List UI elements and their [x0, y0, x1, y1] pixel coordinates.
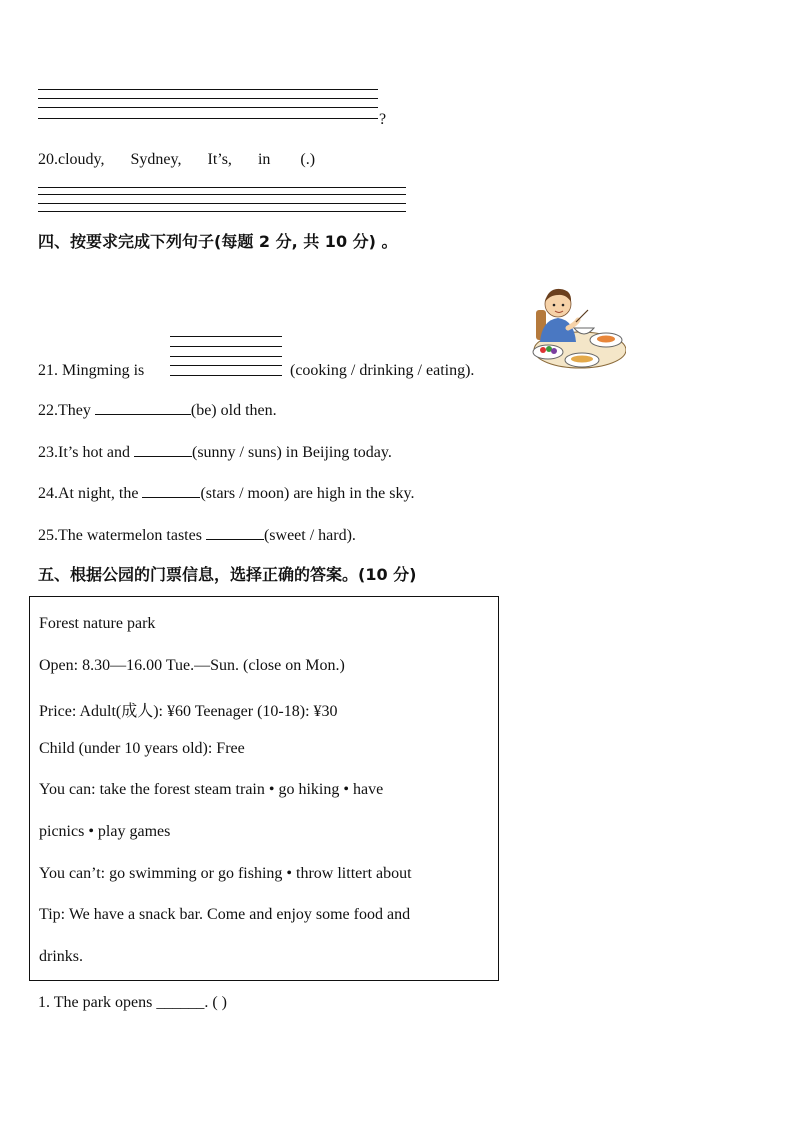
ticket-line: You can’t: go swimming or go fishing • throw littert about [39, 865, 412, 882]
question-number: 23. [38, 444, 58, 461]
question-suffix: (sunny / suns) in Beijing today. [192, 444, 392, 461]
word: in [257, 151, 271, 168]
question-number: 20. [38, 151, 58, 168]
question-number: 21. [38, 362, 58, 379]
boy-eating-illustration [518, 280, 626, 372]
ticket-line: picnics • play games [39, 823, 171, 840]
ticket-line: Price: Adult(成人): ¥60 Teenager (10-18): ¥30 [39, 703, 338, 720]
answer-line [170, 356, 282, 357]
fill-blank[interactable] [206, 526, 264, 540]
question-21 [38, 363, 144, 379]
answer-line [38, 89, 378, 90]
answer-line [38, 118, 378, 119]
answer-line [170, 375, 282, 376]
answer-line [170, 336, 282, 337]
ticket-line: Open: 8.30—16.00 Tue.—Sun. (close on Mon.) [39, 657, 345, 674]
section-4-heading: 四、按要求完成下列句子(每题 2 分, 共 10 分) 。 [38, 232, 398, 251]
ticket-line: You can: take the forest steam train • go hiking • have [39, 781, 384, 798]
question-number: 24. [38, 485, 58, 502]
park-ticket-info-box [29, 596, 499, 981]
question-mark: ? [379, 111, 387, 128]
fill-blank[interactable] [142, 484, 200, 498]
section-5-heading: 五、根据公园的门票信息，选择正确的答案。(10 分) [38, 565, 417, 584]
answer-line [170, 365, 282, 366]
question-25 [38, 526, 356, 544]
question-suffix: (stars / moon) are high in the sky. [200, 485, 415, 502]
park-question-1: 1. The park opens ______. ( ) [38, 994, 227, 1011]
question-22 [38, 401, 277, 419]
answer-line [38, 211, 406, 212]
ticket-line: Child (under 10 years old): Free [39, 740, 245, 757]
word: Sydney, [130, 151, 182, 168]
fill-blank[interactable] [134, 443, 192, 457]
question-prefix: At night, the [58, 485, 139, 502]
question-suffix: (sweet / hard). [263, 527, 356, 544]
answer-line [170, 346, 282, 347]
ticket-line: drinks. [39, 948, 83, 965]
fill-blank[interactable] [95, 401, 191, 415]
question-prefix: It’s hot and [58, 444, 130, 461]
ticket-line: Tip: We have a snack bar. Come and enjoy some food and [39, 906, 411, 923]
question-23 [38, 443, 392, 461]
question-prefix: They [58, 402, 91, 419]
question-number: 22. [38, 402, 58, 419]
question-suffix: (be) old then. [190, 402, 277, 419]
question-24 [38, 484, 414, 502]
word: (.) [300, 151, 316, 168]
answer-line [38, 194, 406, 195]
answer-line [38, 98, 378, 99]
question-prefix: Mingming is [62, 362, 145, 379]
ticket-line: Forest nature park [39, 615, 156, 632]
answer-line [38, 187, 406, 188]
answer-line [38, 203, 406, 204]
question-number: 25. [38, 527, 58, 544]
question-prefix: The watermelon tastes [58, 527, 202, 544]
question-21-options: (cooking / drinking / eating). [290, 362, 475, 379]
question-20 [38, 152, 315, 168]
word: cloudy, [58, 151, 105, 168]
word: It’s, [207, 151, 232, 168]
answer-line [38, 107, 378, 108]
